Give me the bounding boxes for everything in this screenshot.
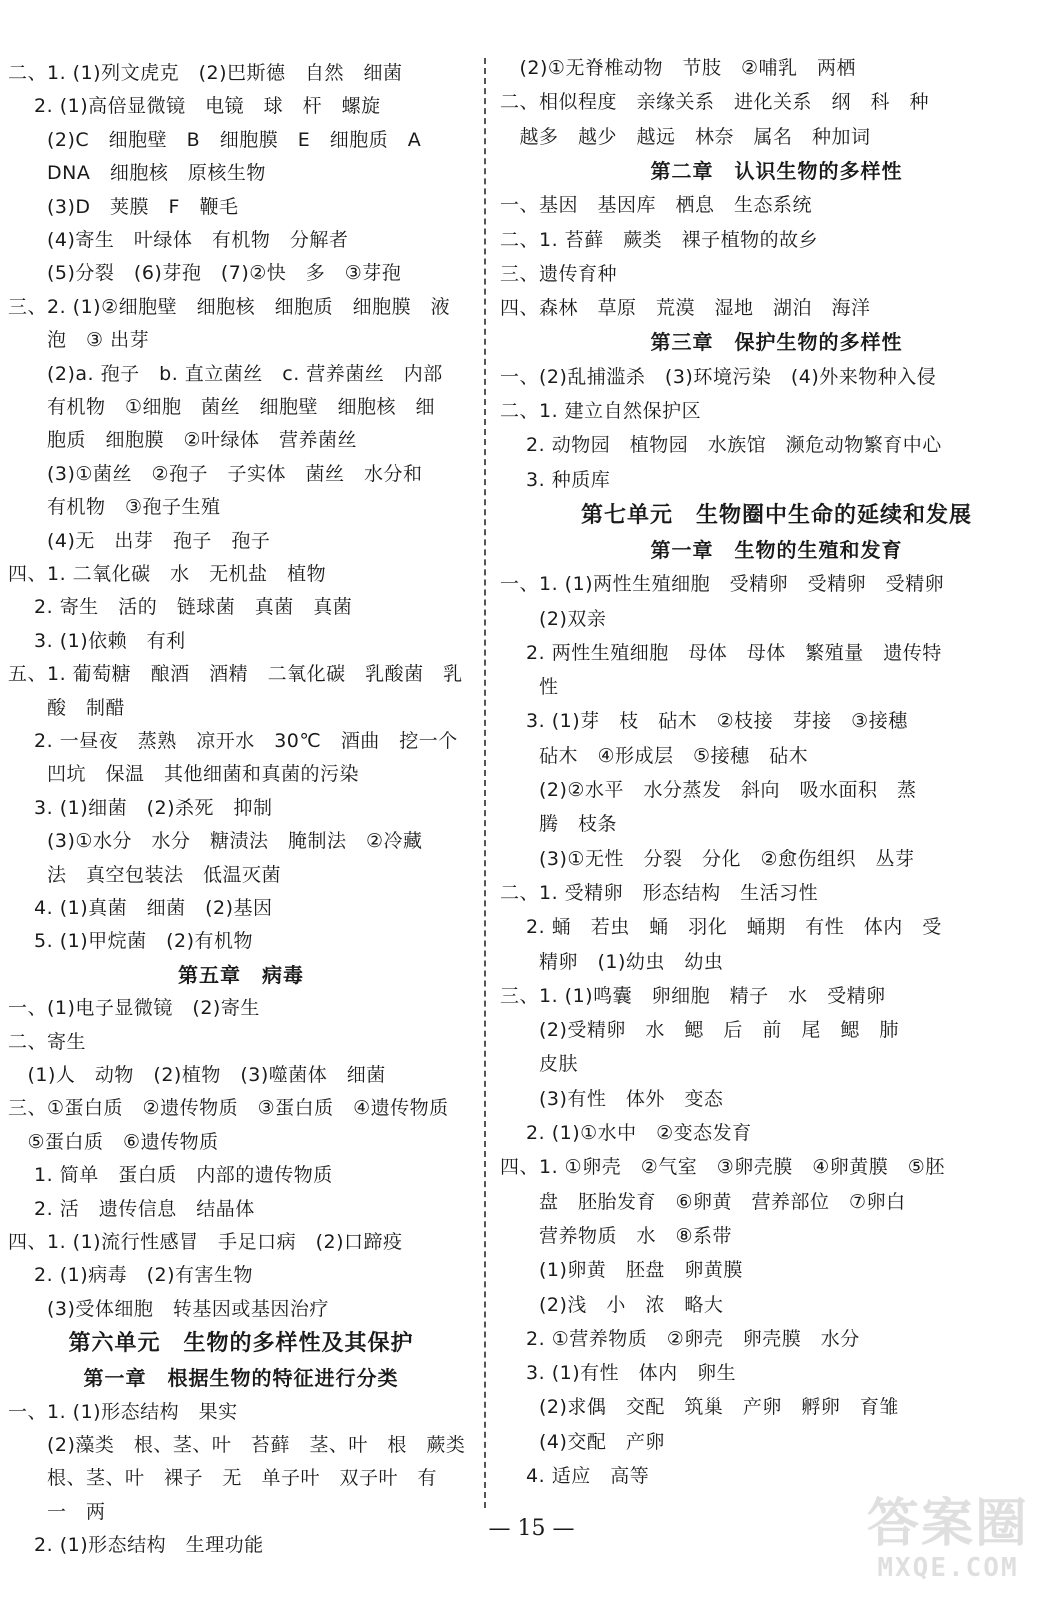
chapter-title: 第一章 根据生物的特征进行分类 [83, 1366, 399, 1391]
answer-line: 3. (1)依赖 有利 [8, 629, 186, 652]
watermark-text: 答案圈 [866, 1494, 1029, 1554]
answer-line: (2)①无脊椎动物 节肢 ②哺乳 两栖 [500, 57, 856, 79]
answer-line: 一、1. (1)形态结构 果实 [8, 1400, 238, 1423]
answer-line: 泡 ③ 出芽 [8, 329, 150, 352]
answer-line: (2)受精卵 水 鳃 后 前 尾 鳃 肺 [500, 1019, 899, 1042]
answer-line: 二、1. 苔藓 蕨类 裸子植物的故乡 [500, 228, 819, 251]
answer-line: (4)寄生 叶绿体 有机物 分解者 [8, 229, 349, 251]
answer-line: 2. 蛹 若虫 蛹 羽化 蛹期 有性 体内 受 [500, 916, 942, 939]
answer-line: (4)交配 产卵 [500, 1430, 665, 1453]
chapter-title: 第二章 认识生物的多样性 [650, 158, 903, 183]
answer-line: 3. 种质库 [500, 468, 611, 491]
watermark-url: MXQE.COM [877, 1553, 1019, 1583]
answer-line: 4. (1)真菌 细菌 (2)基因 [8, 897, 273, 919]
answer-line: (2)②水平 水分蒸发 斜向 吸水面积 蒸 [500, 779, 917, 801]
answer-line: 二、1. (1)列文虎克 (2)巴斯德 自然 细菌 [8, 62, 403, 84]
answer-line: 1. 简单 蛋白质 内部的遗传物质 [8, 1164, 333, 1187]
answer-line: 三、1. (1)鸣囊 卵细胞 精子 水 受精卵 [500, 984, 886, 1007]
answer-line: (4)无 出芽 孢子 孢子 [8, 529, 271, 552]
answer-line: 砧木 ④形成层 ⑤接穗 砧木 [500, 744, 809, 767]
answer-line: 2. 活 遗传信息 结晶体 [8, 1197, 255, 1220]
answer-line: DNA 细胞核 原核生物 [8, 162, 266, 185]
answer-line: (1)人 动物 (2)植物 (3)噬菌体 细菌 [8, 1064, 386, 1086]
chapter-title: 第一章 生物的生殖和发育 [650, 537, 903, 562]
answer-line: (3)有性 体外 变态 [500, 1087, 724, 1110]
answer-line: 法 真空包装法 低温灭菌 [8, 863, 282, 886]
page-number: — 15 — [488, 1516, 575, 1541]
answer-line: 三、遗传育种 [500, 262, 618, 285]
answer-line: 二、寄生 [8, 1030, 87, 1053]
answer-line: 皮肤 [500, 1053, 579, 1076]
answer-line: (2)求偶 交配 筑巢 产卵 孵卵 育雏 [500, 1396, 899, 1419]
unit-title: 第七单元 生物圈中生命的延续和发展 [580, 502, 972, 528]
answer-line: 腾 枝条 [500, 813, 618, 836]
answer-line: 二、1. 建立自然保护区 [500, 400, 702, 422]
answer-line: 盘 胚胎发育 ⑥卵黄 营养部位 ⑦卵白 [500, 1190, 906, 1213]
answer-line: 酸 制醋 [8, 696, 126, 719]
answer-line: 2. 一昼夜 蒸熟 凉开水 30℃ 酒曲 挖一个 [8, 730, 458, 752]
answer-line: 一、基因 基因库 栖息 生态系统 [500, 194, 813, 217]
watermark-logo [853, 1495, 1043, 1590]
answer-line: 2. 动物园 植物园 水族馆 濒危动物繁育中心 [500, 434, 942, 457]
answer-line: (5)分裂 (6)芽孢 (7)②快 多 ③芽孢 [8, 262, 402, 285]
answer-line: 2. 寄生 活的 链球菌 真菌 真菌 [8, 596, 353, 619]
chapter-title: 第三章 保护生物的多样性 [650, 330, 903, 355]
answer-line: 2. (1)高倍显微镜 电镜 球 杆 螺旋 [8, 95, 381, 118]
answer-line: 五、1. 葡萄糖 酿酒 酒精 二氧化碳 乳酸菌 乳 [8, 663, 463, 686]
answer-line: 3. (1)细菌 (2)杀死 抑制 [8, 796, 273, 819]
answer-line: 四、森林 草原 荒漠 湿地 湖泊 海洋 [500, 297, 871, 320]
answer-line: 3. (1)芽 枝 砧木 ②枝接 芽接 ③接穗 [500, 710, 908, 733]
answer-line: (2)a. 孢子 b. 直立菌丝 c. 营养菌丝 内部 [8, 362, 443, 385]
answer-line: 三、2. (1)②细胞壁 细胞核 细胞质 细胞膜 液 [8, 295, 451, 318]
answer-line: 营养物质 水 ⑧系带 [500, 1224, 733, 1247]
answer-line: 有机物 ①细胞 菌丝 细胞壁 细胞核 细 [8, 396, 436, 418]
answer-line: 一、(2)乱捕滥杀 (3)环境污染 (4)外来物种入侵 [500, 365, 937, 388]
answer-line: 性 [500, 676, 559, 699]
answer-line: 一 两 [8, 1500, 106, 1523]
answer-line: 3. (1)有性 体内 卵生 [500, 1362, 737, 1385]
answer-line: 四、1. ①卵壳 ②气室 ③卵壳膜 ④卵黄膜 ⑤胚 [500, 1156, 945, 1179]
answer-line: (2)浅 小 浓 略大 [500, 1293, 724, 1316]
answer-line: (1)卵黄 胚盘 卵黄膜 [500, 1259, 743, 1282]
answer-line: 2. (1)病毒 (2)有害生物 [8, 1264, 254, 1287]
answer-line: 胞质 细胞膜 ②叶绿体 营养菌丝 [8, 429, 358, 452]
answer-line: 2. (1)①水中 ②变态发育 [500, 1122, 752, 1144]
answer-line: (3)①菌丝 ②孢子 子实体 菌丝 水分和 [8, 462, 423, 485]
answer-line: 2. 两性生殖细胞 母体 母体 繁殖量 遗传特 [500, 641, 942, 664]
answer-line: (3)①无性 分裂 分化 ②愈伤组织 丛芽 [500, 847, 915, 870]
answer-line: (2)C 细胞壁 B 细胞膜 E 细胞质 A [8, 128, 422, 151]
answer-line: 二、1. 受精卵 形态结构 生活习性 [500, 881, 819, 904]
answer-line: 凹坑 保温 其他细菌和真菌的污染 [8, 763, 360, 786]
answer-line: 4. 适应 高等 [500, 1465, 650, 1487]
answer-line: 三、①蛋白质 ②遗传物质 ③蛋白质 ④遗传物质 [8, 1097, 449, 1120]
answer-line: 一、1. (1)两性生殖细胞 受精卵 受精卵 受精卵 [500, 573, 945, 596]
answer-line: 2. ①营养物质 ②卵壳 卵壳膜 水分 [500, 1327, 860, 1350]
chapter-title: 第五章 病毒 [178, 962, 304, 987]
answer-line: 精卵 (1)幼虫 幼虫 [500, 950, 724, 973]
answer-line: 二、相似程度 亲缘关系 进化关系 纲 科 种 [500, 91, 930, 114]
answer-line: 一、(1)电子显微镜 (2)寄生 [8, 997, 260, 1020]
answer-line: ⑤蛋白质 ⑥遗传物质 [8, 1130, 219, 1153]
answer-line: 四、1. 二氧化碳 水 无机盐 植物 [8, 563, 327, 585]
column-divider [484, 58, 486, 1508]
answer-line: (3)①水分 水分 糖渍法 腌制法 ②冷藏 [8, 830, 423, 853]
answer-line: (3)受体细胞 转基因或基因治疗 [8, 1297, 329, 1320]
answer-line: 四、1. (1)流行性感冒 手足口病 (2)口蹄疫 [8, 1231, 403, 1253]
answer-line: 根、茎、叶 裸子 无 单子叶 双子叶 有 [8, 1467, 438, 1490]
answer-line: 2. (1)形态结构 生理功能 [8, 1534, 264, 1557]
answer-line: (2)双亲 [500, 607, 607, 630]
answer-line: (3)D 荚膜 F 鞭毛 [8, 195, 239, 218]
answer-line: 越多 越少 越远 林奈 属名 种加词 [500, 125, 871, 148]
answer-line: 有机物 ③孢子生殖 [8, 496, 221, 519]
unit-title: 第六单元 生物的多样性及其保护 [68, 1331, 414, 1357]
answer-line: 5. (1)甲烷菌 (2)有机物 [8, 930, 254, 953]
answer-line: (2)藻类 根、茎、叶 苔藓 茎、叶 根 蕨类 [8, 1434, 466, 1456]
